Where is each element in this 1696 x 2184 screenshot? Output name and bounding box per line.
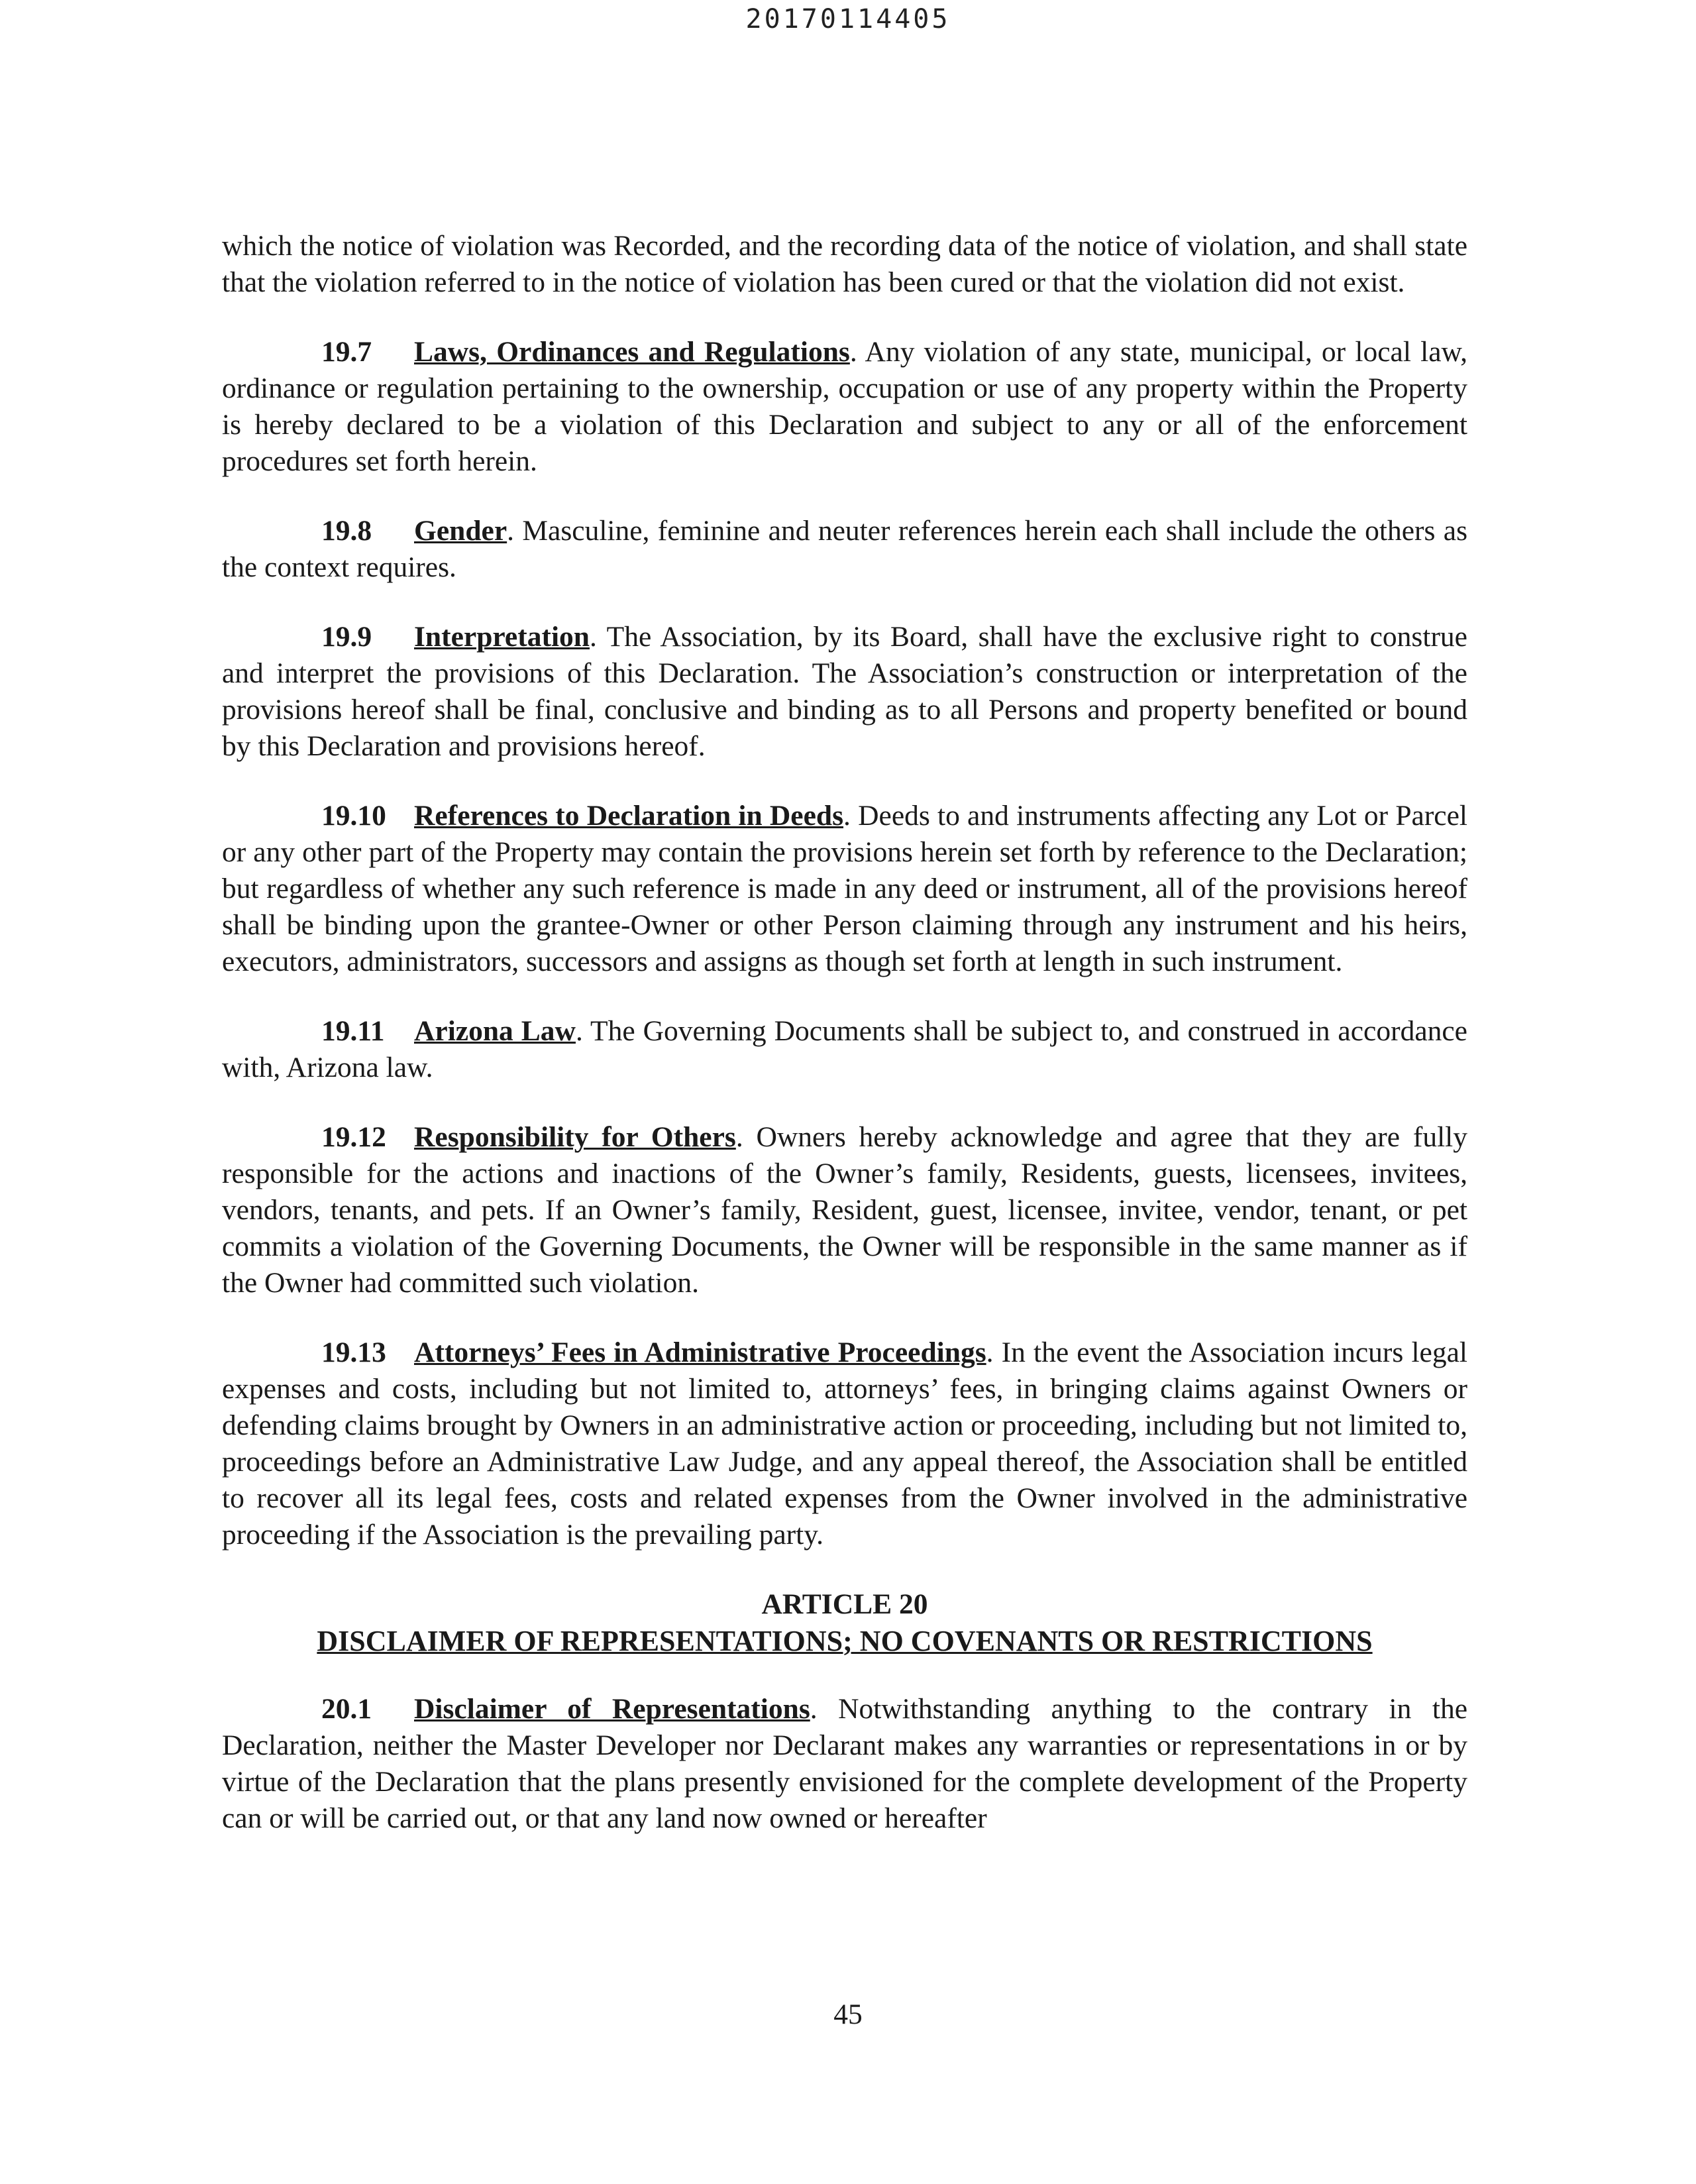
section-text: . In the event the Association incurs legal expenses and costs, including but not limited to, attorneys’ fees, in bringing claims against Owners or defending claims brought by Owners in an administrative action or proceeding, including but not limited to, proceedings before an Administrative Law Judge, and any appeal thereof, the Association shall be entitled to recover all its legal fees, costs and related expenses from the Owner involved in the administrative proceeding if the Association is the prevailing party. bbox=[222, 1337, 1467, 1551]
section-text: . Notwithstanding anything to the contrary in the Declaration, neither the Master Developer nor Declarant makes any warranties or representations in or by virtue of the Declaration that the plans presently envisioned for the complete development of the Property can or will be carried out, or that any land now owned or hereafter bbox=[222, 1693, 1467, 1834]
section-number: 20.1 bbox=[321, 1693, 372, 1725]
section-text: . Any violation of any state, municipal, or local law, ordinance or regulation pertaining to the ownership, occupation or use of any property within the Property is hereby declared to be a violation of this Declaration and subject to any or all of the enforcement procedures set forth herein. bbox=[222, 336, 1467, 477]
section-title: Gender bbox=[414, 515, 507, 547]
section-title: Interpretation bbox=[414, 621, 590, 653]
section-number: 19.8 bbox=[321, 515, 372, 547]
paragraph-text: which the notice of violation was Recorded, and the recording data of the notice of violation, and shall state that the violation referred to in the notice of violation has been cured or that the violation did not exist. bbox=[222, 230, 1467, 298]
document-number: 20170114405 bbox=[745, 4, 951, 34]
article-heading bbox=[222, 1586, 1467, 1659]
section-title: Attorneys’ Fees in Administrative Proceedings bbox=[414, 1337, 986, 1368]
section-number: 19.10 bbox=[321, 800, 386, 832]
section-text: . Owners hereby acknowledge and agree that they are fully responsible for the actions and inactions of the Owner’s family, Residents, guests, licensees, invitees, vendors, tenants, and pets. If an Owner’s family, Resident, guest, licensee, invitee, vendor, tenant, or pet commits a violation of the Governing Documents, the Owner will be responsible in the same manner as if the Owner had committed such violation. bbox=[222, 1121, 1467, 1299]
section-number: 19.7 bbox=[321, 336, 372, 368]
article-number: ARTICLE 20 bbox=[761, 1588, 928, 1620]
section-title: Disclaimer of Representations bbox=[414, 1693, 810, 1725]
section-19-12 bbox=[222, 1119, 1467, 1301]
section-number: 19.13 bbox=[321, 1337, 386, 1368]
section-title: Laws, Ordinances and Regulations bbox=[414, 336, 850, 368]
section-title: Arizona Law bbox=[414, 1015, 576, 1047]
paragraph-continuation bbox=[222, 228, 1467, 301]
page-number: 45 bbox=[833, 1998, 863, 2030]
section-19-9 bbox=[222, 619, 1467, 765]
section-19-8 bbox=[222, 513, 1467, 586]
section-19-13 bbox=[222, 1335, 1467, 1553]
section-title: Responsibility for Others bbox=[414, 1121, 736, 1153]
section-text: . Deeds to and instruments affecting any Lot or Parcel or any other part of the Property may contain the provisions herein set forth by reference to the Declaration; but regardless of whether any such reference is made in any deed or instrument, all of the provisions hereof shall be binding upon the grantee-Owner or other Person claiming through any instrument and his heirs, executors, administrators, successors and assigns as though set forth at length in such instrument. bbox=[222, 800, 1467, 977]
section-title: References to Declaration in Deeds bbox=[414, 800, 844, 832]
section-text: . The Governing Documents shall be subject to, and construed in accordance with, Arizona law. bbox=[222, 1015, 1467, 1083]
article-title: DISCLAIMER OF REPRESENTATIONS; NO COVENANTS OR RESTRICTIONS bbox=[317, 1625, 1373, 1657]
section-19-10 bbox=[222, 798, 1467, 980]
section-number: 19.11 bbox=[321, 1015, 385, 1047]
section-20-1 bbox=[222, 1691, 1467, 1837]
section-19-11 bbox=[222, 1013, 1467, 1086]
section-number: 19.12 bbox=[321, 1121, 386, 1153]
section-19-7 bbox=[222, 334, 1467, 480]
section-text: . The Association, by its Board, shall have the exclusive right to construe and interpret the provisions of this Declaration. The Association’s construction or interpretation of the provisions hereof shall be final, conclusive and binding as to all Persons and property benefited or bound by this Declaration and provisions hereof. bbox=[222, 621, 1467, 762]
section-text: . Masculine, feminine and neuter references herein each shall include the others as the context requires. bbox=[222, 515, 1467, 583]
document-body bbox=[222, 228, 1467, 1870]
section-number: 19.9 bbox=[321, 621, 372, 653]
